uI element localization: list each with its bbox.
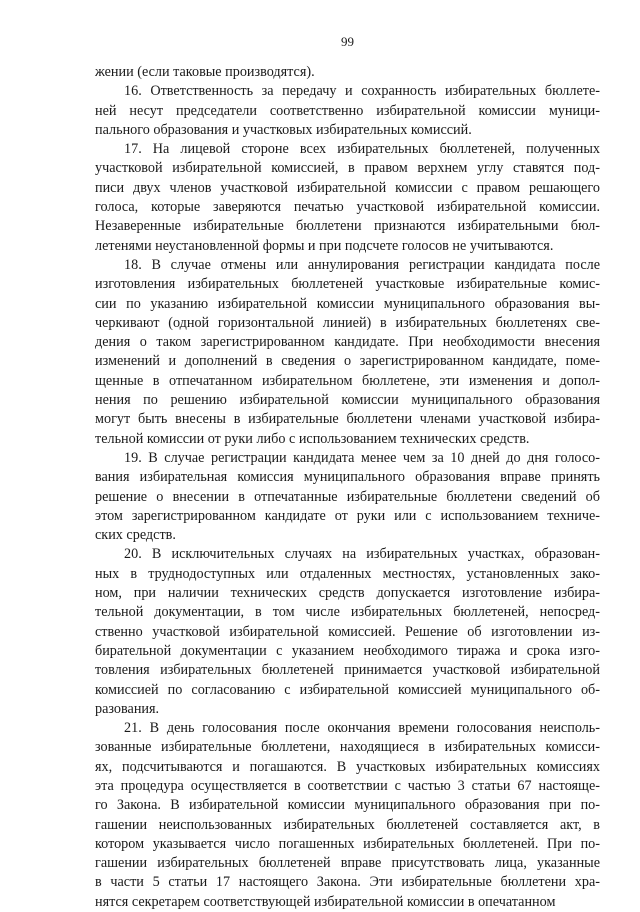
text-line: изготовления избирательных бюллетеней участковые избирательные комис-	[95, 276, 600, 293]
text-line: участковой избирательной комиссией, в правом верхнем углу ставятся под-	[95, 160, 600, 177]
text-line: тельной документации, в том числе избирательных бюллетеней, непосред-	[95, 604, 600, 621]
paragraph-item-19	[95, 449, 600, 545]
paragraph-continuation	[95, 63, 600, 82]
text-line: ней несут председатели соответственно избирательной комиссии муници-	[95, 102, 600, 119]
text-line: гашении неиспользованных избирательных бюллетеней составляется акт, в	[95, 816, 600, 833]
text-line: сии по указанию избирательной комиссии муниципального образования вы-	[95, 295, 600, 312]
text-line: ских средств.	[95, 527, 176, 544]
text-line: Незаверенные избирательные бюллетени признаются избирательными бюл-	[95, 218, 600, 235]
text-line: нения по решению избирательной комиссии муниципального образования	[95, 392, 600, 409]
paragraph-item-17	[95, 140, 600, 256]
text-line: ном, при наличии технических средств допускается изготовление избира-	[95, 585, 600, 602]
paragraph-item-21	[95, 719, 600, 912]
document-body	[95, 63, 600, 912]
text-line: ных в труднодоступных или отдаленных местностях, установленных зако-	[95, 565, 600, 582]
text-line: могут быть внесены в избирательные бюллетени членами участковой избира-	[95, 411, 600, 428]
text-line: пального образования и участковых избирательных комиссий.	[95, 121, 472, 138]
text-line: жении (если таковые производятся).	[95, 64, 315, 80]
text-line: щенные в отпечатанном избирательном бюллетене, эти изменения и допол-	[95, 372, 600, 389]
paragraph-item-18	[95, 256, 600, 449]
text-line: бирательной документации с указанием необходимого тиража и срока изго-	[95, 642, 600, 659]
text-line: котором указывается число погашенных избирательных бюллетеней. При по-	[95, 835, 600, 852]
text-line: тельной комиссии от руки либо с использованием технических средств.	[95, 430, 530, 447]
text-line: писи двух членов участковой избирательной комиссии с правом решающего	[95, 179, 600, 196]
text-line: гашении избирательных бюллетеней вправе присутствовать лица, указанные	[95, 855, 600, 872]
text-line: 17. На лицевой стороне всех избирательных бюллетеней, полученных	[124, 141, 600, 158]
text-line: нятся секретарем соответствующей избирательной комиссии в опечатанном	[95, 893, 556, 910]
text-line: изменений и дополнений в сведения о зарегистрированном кандидате, поме-	[95, 353, 600, 370]
text-line: решение о внесении в отпечатанные избирательные бюллетени сведений об	[95, 488, 600, 505]
document-page	[95, 0, 600, 910]
text-line: 18. В случае отмены или аннулирования регистрации кандидата после	[124, 256, 600, 273]
text-line: в части 5 статьи 17 настоящего Закона. Эти избирательные бюллетени хра-	[95, 874, 600, 891]
text-line: 21. В день голосования после окончания времени голосования неисполь-	[124, 720, 600, 737]
text-line: летенями неустановленной формы и при подсчете голосов не учитываются.	[95, 237, 554, 254]
text-line: 16. Ответственность за передачу и сохранность избирательных бюллете-	[124, 83, 600, 100]
text-line: зованные избирательные бюллетени, находящиеся в избирательных комисси-	[95, 739, 600, 756]
paragraph-item-16	[95, 82, 600, 140]
text-line: разования.	[95, 700, 160, 717]
text-line: ях, подсчитываются и погашаются. В участковых избирательных комиссиях	[95, 758, 600, 775]
text-line: го Закона. В избирательной комиссии муниципального образования при по-	[95, 797, 600, 814]
text-line: товления избирательных бюллетеней принимается участковой избирательной	[95, 662, 600, 679]
text-line: эта процедура осуществляется в соответствии с частью 3 статьи 67 настояще-	[95, 777, 600, 794]
text-line: дения о таком зарегистрированном кандидате. При необходимости внесения	[95, 334, 600, 351]
text-line: голоса, которые заверяются печатью участковой избирательной комиссии.	[95, 199, 600, 216]
page-number: 99	[341, 34, 354, 49]
text-line: вания избирательная комиссия муниципального образования вправе принять	[95, 469, 600, 486]
text-line: этом зарегистрированном кандидате от руки или с использованием техниче-	[95, 507, 600, 524]
text-line: 19. В случае регистрации кандидата менее чем за 10 дней до дня голосо-	[124, 449, 600, 466]
text-line: комиссией по согласованию с избирательной комиссией муниципального об-	[95, 681, 600, 698]
paragraph-item-20	[95, 545, 600, 719]
text-line: черкивают (одной горизонтальной линией) в избирательных бюллетенях све-	[95, 314, 600, 331]
text-line: 20. В исключительных случаях на избирательных участках, образован-	[124, 546, 600, 563]
text-line: ственно участковой избирательной комиссией. Решение об изготовлении из-	[95, 623, 600, 640]
